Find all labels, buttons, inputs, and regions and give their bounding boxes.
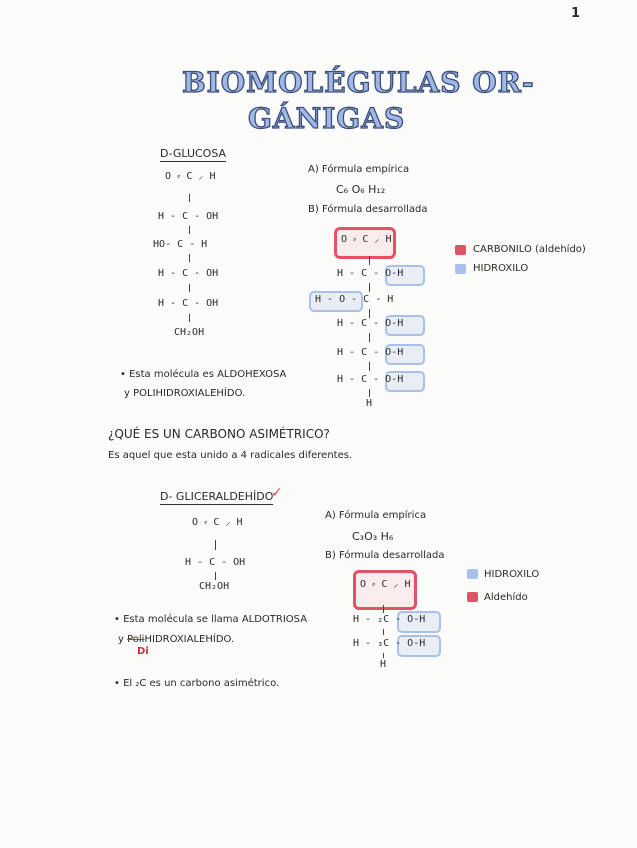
gliceraldehido-dev-bond [383, 653, 384, 658]
glucosa-dev-bond [369, 362, 370, 371]
glucosa-bond [189, 314, 190, 322]
asimetrico-answer: Es aquel que esta unido a 4 radicales diferentes. [108, 450, 353, 461]
page-title-line2: GÁNIGAS [248, 102, 406, 135]
glucosa-dev-bond [369, 333, 370, 342]
page-title-line1: BIOMOLÉGULAS OR- [182, 66, 535, 99]
gliceraldehido-dev-row2: H - ₃C - O-H [353, 638, 426, 649]
gliceraldehido-legend-hidroxilo: HIDROXILO [484, 569, 540, 580]
gliceraldehido-dev-top: O ⸗ C ⸝ H [360, 579, 411, 590]
gliceraldehido-legend-aldehido: Aldehído [484, 592, 528, 603]
correction-di: Di [137, 646, 149, 657]
glucosa-struct-row2: HO- C - H [153, 239, 208, 250]
gliceraldehido-note-line1: • Esta molécula se llama ALDOTRIOSA [114, 614, 308, 625]
glucosa-legend-hidroxilo: HIDROXILO [473, 263, 529, 274]
glucosa-bond [189, 194, 190, 202]
glucosa-struct-top: O ⸗ C ⸝ H [165, 171, 216, 182]
glucosa-formula-a-value: C₆ O₆ H₁₂ [336, 183, 386, 196]
gliceraldehido-struct-top: O ⸗ C ⸝ H [192, 517, 243, 528]
glucosa-struct-row5: CH₂OH [174, 327, 205, 338]
carbonilo-swatch [455, 245, 466, 255]
aldehido-swatch [467, 592, 478, 602]
glucosa-struct-row3: H - C - OH [158, 268, 219, 279]
check-mark-icon: ✓ [271, 485, 283, 501]
glucosa-dev-bond [369, 389, 370, 397]
glucosa-dev-bond [369, 283, 370, 292]
page-number: 1 [571, 6, 581, 21]
hidroxilo-swatch [455, 264, 466, 274]
glucosa-struct-row1: H - C - OH [158, 211, 219, 222]
gliceraldehido-dev-bond [383, 605, 384, 613]
glucosa-dev-top: O ⸗ C ⸝ H [341, 234, 392, 245]
gliceraldehido-aldehido-highlight [353, 570, 417, 610]
gliceraldehido-struct-row1: H - C - OH [185, 557, 246, 568]
glucosa-dev-bond [369, 256, 370, 265]
gliceraldehido-formula-a-value: C₃O₃ H₆ [352, 530, 394, 543]
gliceraldehido-struct-row2: CH₂OH [199, 581, 230, 592]
glucosa-formula-a-label: A) Fórmula empírica [308, 164, 410, 175]
hidroxilo-swatch [467, 569, 478, 579]
struck-word: Poli [127, 634, 145, 645]
gliceraldehido-formula-a-label: A) Fórmula empírica [325, 510, 427, 521]
gliceraldehido-note-line2 [118, 634, 234, 645]
glucosa-bond [189, 226, 190, 234]
glucosa-bond [189, 284, 190, 292]
glucosa-dev-row2: H - O - C - H [315, 294, 394, 305]
note-rest: HIDROXIALEHÍDO. [144, 634, 235, 645]
glucosa-legend-carbonilo: CARBONILO (aldehído) [473, 244, 586, 255]
glucosa-struct-row4: H - C - OH [158, 298, 219, 309]
gliceraldehido-note-line3: • El ₂C es un carbono asimétrico. [114, 678, 280, 689]
glucosa-heading: D-GLUCOSA [160, 147, 227, 160]
glucosa-bond [189, 254, 190, 262]
gliceraldehido-dev-row1: H - ₂C - O-H [353, 614, 426, 625]
gliceraldehido-formula-b-label: B) Fórmula desarrollada [325, 550, 445, 561]
gliceraldehido-dev-bond [383, 629, 384, 635]
glucosa-formula-b-label: B) Fórmula desarrollada [308, 204, 428, 215]
note-prefix: y [118, 634, 124, 645]
gliceraldehido-bond [215, 572, 216, 580]
glucosa-dev-row3: H - C - O-H [337, 318, 404, 329]
gliceraldehido-dev-bottom: H [380, 659, 387, 670]
glucosa-dev-bottom: H [366, 398, 373, 409]
glucosa-note-line2: y POLIHIDROXIALEHÍDO. [124, 388, 246, 399]
glucosa-dev-bond [369, 309, 370, 318]
glucosa-dev-row4: H - C - O-H [337, 347, 404, 358]
glucosa-dev-row1: H - C - O-H [337, 268, 404, 279]
gliceraldehido-heading: D- GLICERALDEHÍDO [160, 490, 274, 503]
gliceraldehido-bond [215, 540, 216, 550]
glucosa-dev-row5: H - C - O-H [337, 374, 404, 385]
asimetrico-question: ¿QUÉ ES UN CARBONO ASIMÉTRICO? [108, 427, 330, 441]
glucosa-note-line1: • Esta molécula es ALDOHEXOSA [120, 369, 287, 380]
